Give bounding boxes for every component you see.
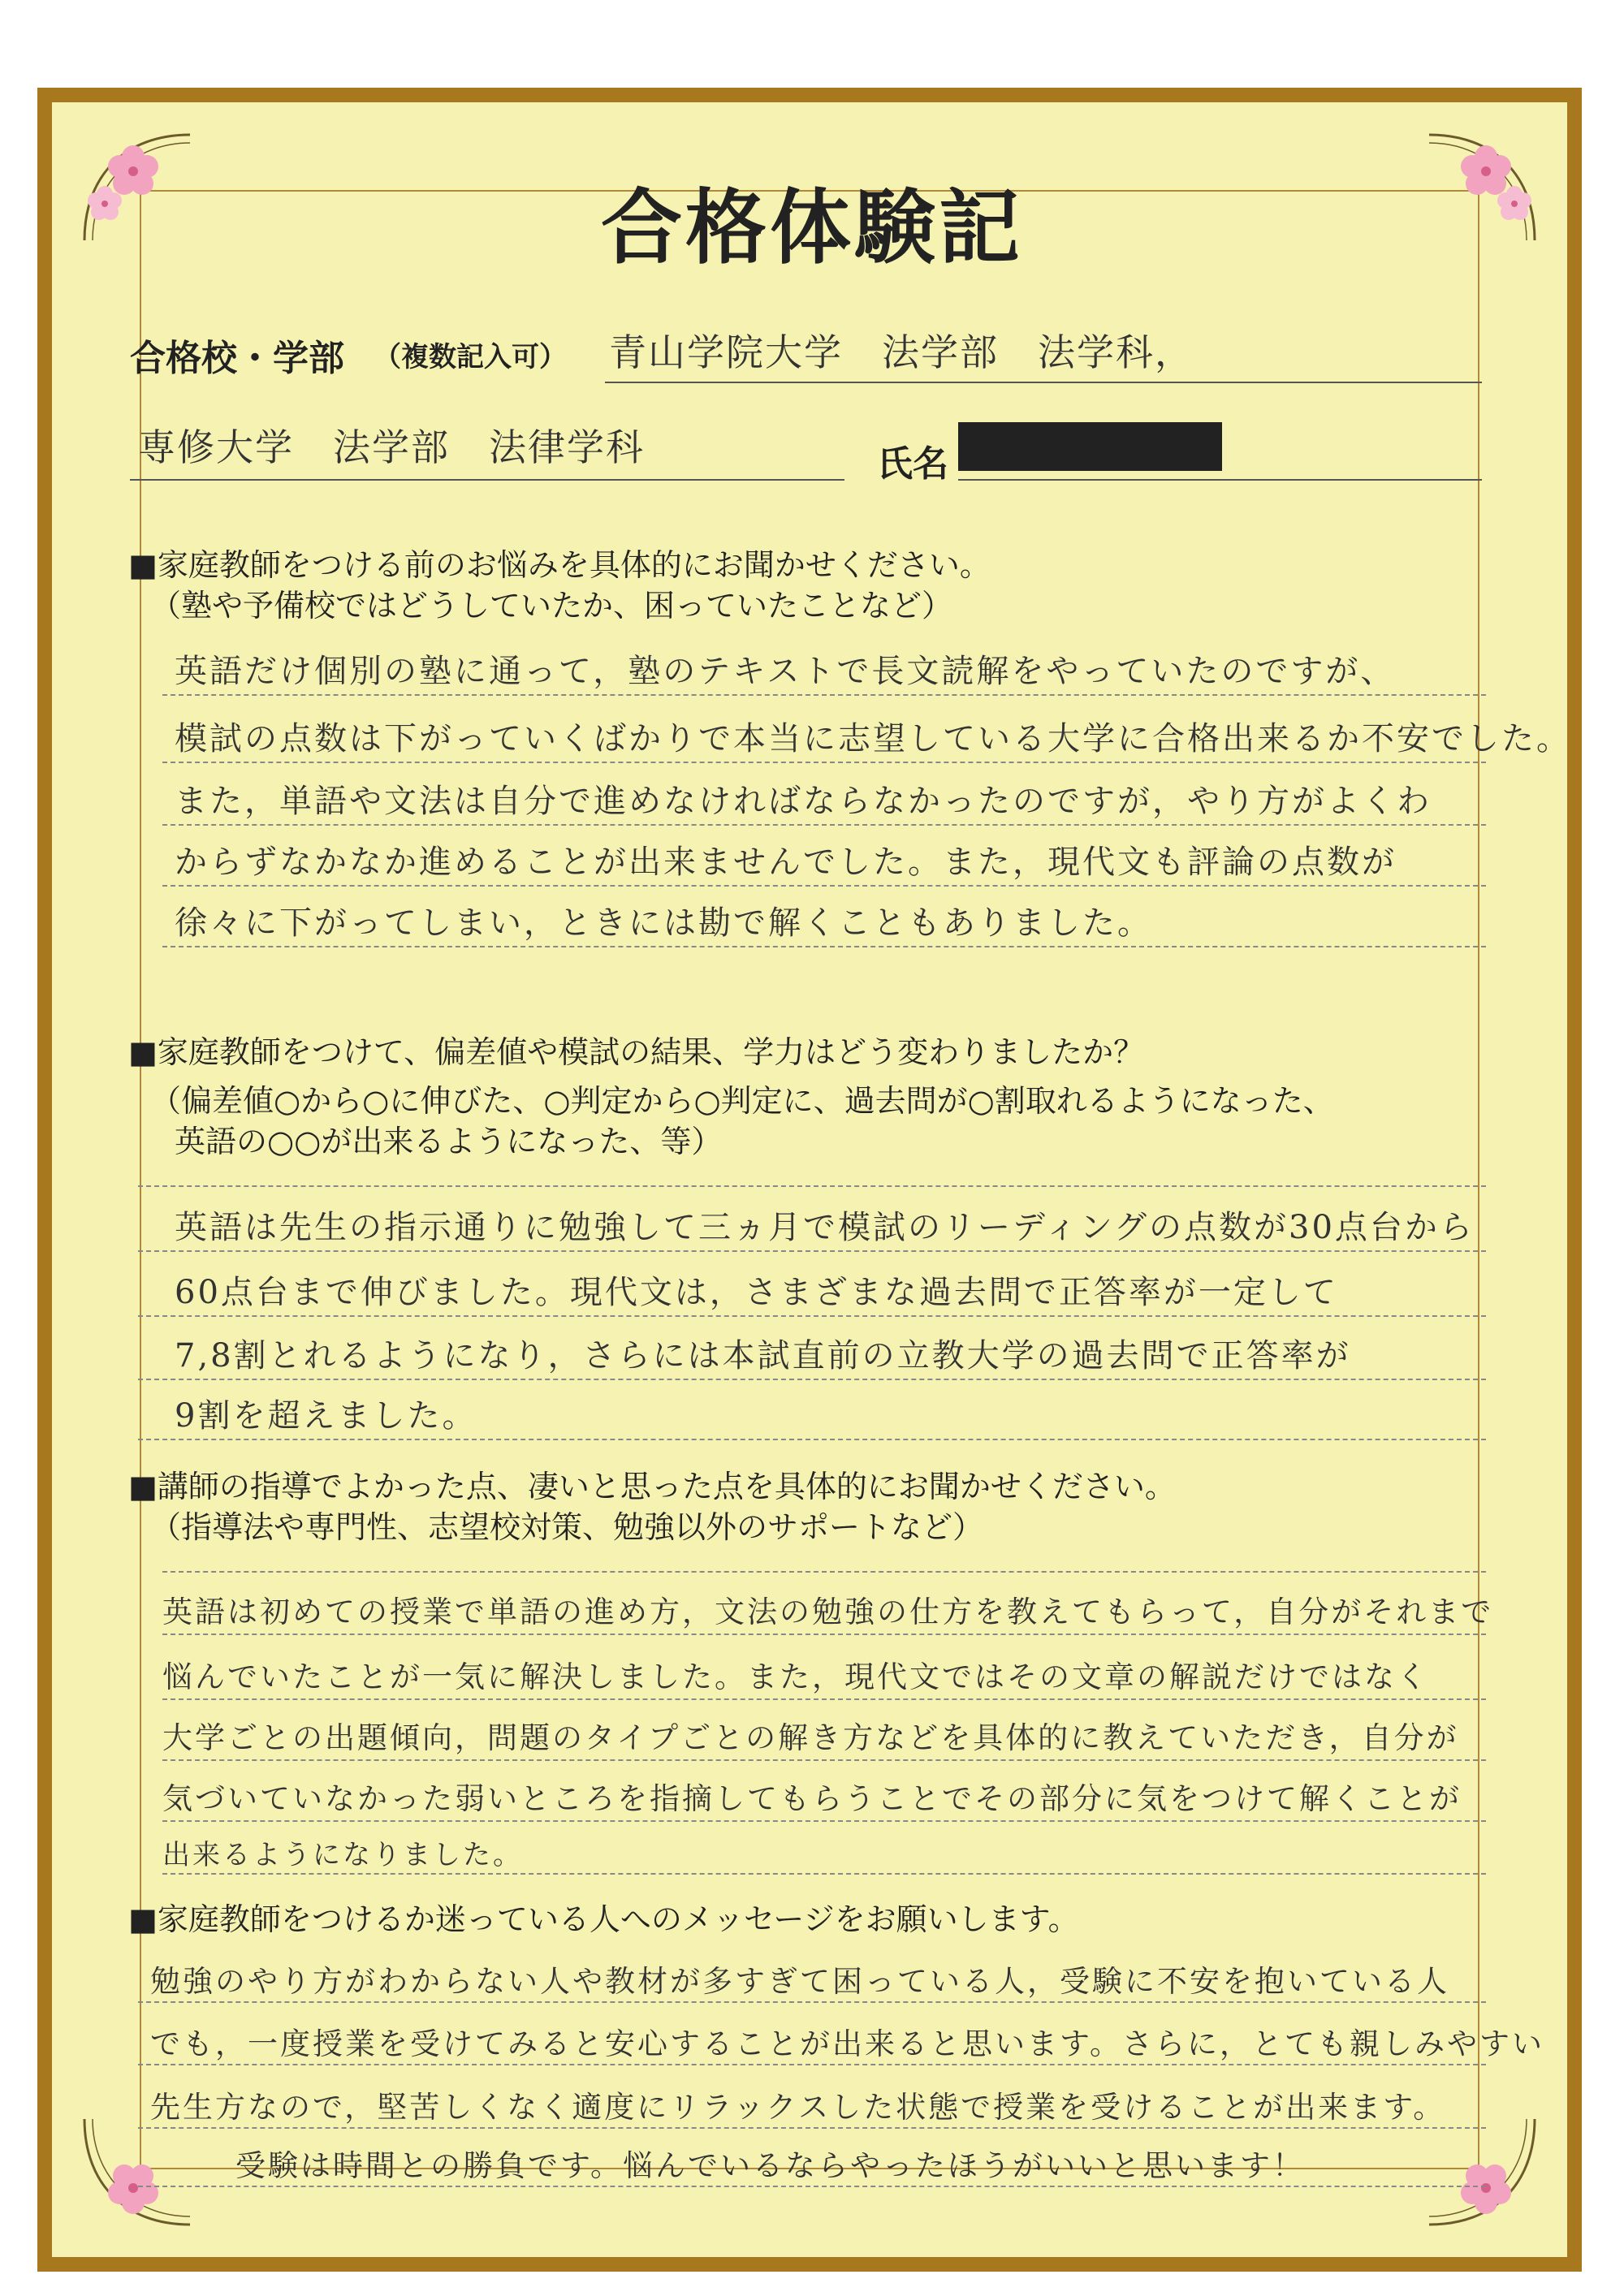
- q1-answer-5: 徐々に下がってしまい，ときには勘で解くこともありました。: [175, 904, 1152, 942]
- cherry-blossom-icon: [76, 2111, 198, 2233]
- page-title: 合格体験記: [601, 179, 1023, 275]
- q1-sub: （塾や予備校ではどうしていたか、困っていたことなど）: [150, 588, 953, 624]
- answer-line: [138, 1315, 1486, 1317]
- answer-line: [138, 2001, 1486, 2003]
- schools-line-2: 専修大学 法学部 法律学科: [138, 425, 645, 469]
- certificate-frame: [37, 88, 1582, 2272]
- school-rule-2: [130, 479, 844, 481]
- q2-answer-3: 7,8割とれるようになり，さらには本試直前の立教大学の過去問で正答率が: [175, 1337, 1351, 1375]
- q1-answer-3: また，単語や文法は自分で進めなければならなかったのですが，やり方がよくわ: [175, 783, 1432, 820]
- answer-line: [138, 1250, 1486, 1252]
- answer-line: [162, 946, 1486, 947]
- redacted-name: [958, 422, 1222, 471]
- school-label: 合格校・学部: [130, 338, 344, 379]
- q2-answer-4: 9割を超えました。: [175, 1397, 477, 1435]
- name-rule: [958, 479, 1482, 481]
- q4-answer-1: 勉強のやり方がわからない人や教材が多すぎて困っている人，受験に不安を抱いている人: [150, 1964, 1449, 1999]
- answer-line: [162, 1873, 1486, 1875]
- q2-answer-1: 英語は先生の指示通りに勉強して三ヵ月で模試のリーディングの点数が30点台から: [175, 1209, 1475, 1246]
- q1-answer-1: 英語だけ個別の塾に通って，塾のテキストで長文読解をやっていたのですが、: [175, 653, 1396, 690]
- answer-line: [162, 1571, 1486, 1573]
- answer-line: [162, 762, 1486, 763]
- answer-line: [138, 1185, 1486, 1187]
- name-label: 氏名: [877, 443, 948, 485]
- answer-line: [162, 694, 1486, 696]
- q1-heading: ■家庭教師をつける前のお悩みを具体的にお聞かせください。: [128, 547, 991, 583]
- answer-line: [162, 1634, 1486, 1635]
- answer-line: [162, 885, 1486, 887]
- q2-sub-2: 英語の○○が出来るようになった、等）: [175, 1124, 723, 1159]
- q3-answer-1: 英語は初めての授業で単語の進め方，文法の勉強の仕方を教えてもらって，自分がそれまで: [162, 1595, 1494, 1629]
- q2-answer-2: 60点台まで伸びました。現代文は，さまざまな過去問で正答率が一定して: [175, 1274, 1338, 1311]
- answer-line: [162, 1759, 1486, 1761]
- q3-answer-3: 大学ごとの出題傾向，問題のタイプごとの解き方などを具体的に教えていただき，自分が: [162, 1720, 1459, 1755]
- q2-heading: ■家庭教師をつけて、偏差値や模試の結果、学力はどう変わりましたか？: [128, 1034, 1145, 1070]
- q3-heading: ■講師の指導でよかった点、凄いと思った点を具体的にお聞かせください。: [128, 1469, 1176, 1504]
- answer-line: [138, 2064, 1486, 2065]
- q2-sub-1: （偏差値○から○に伸びた、○判定から○判定に、過去問が○割取れるようになった、: [150, 1083, 1334, 1119]
- q1-answer-2: 模試の点数は下がっていくばかりで本当に志望している大学に合格出来るか不安でした。: [175, 720, 1571, 757]
- q3-sub: （指導法や専門性、志望校対策、勉強以外のサポートなど）: [150, 1509, 984, 1545]
- q1-answer-4: からずなかなか進めることが出来ませんでした。また，現代文も評論の点数が: [175, 844, 1397, 881]
- q3-answer-4: 気づいていなかった弱いところを指摘してもらうことでその部分に気をつけて解くことが: [162, 1781, 1462, 1816]
- q3-answer-2: 悩んでいたことが一気に解決しました。また，現代文ではその文章の解説だけではなく: [162, 1659, 1429, 1694]
- q4-answer-2: でも，一度授業を受けてみると安心することが出来ると思います。さらに，とても親しみやすい: [150, 2026, 1545, 2061]
- schools-line-1: 青山学院大学 法学部 法学科，: [609, 330, 1194, 374]
- q4-heading: ■家庭教師をつけるか迷っている人へのメッセージをお願いします。: [128, 1901, 1079, 1937]
- answer-line: [162, 1698, 1486, 1700]
- school-rule-1: [605, 382, 1482, 383]
- answer-line: [138, 2186, 1486, 2187]
- q3-answer-5: 出来るようになりました。: [162, 1839, 523, 1871]
- answer-line: [138, 2127, 1486, 2129]
- answer-line: [138, 1379, 1486, 1380]
- answer-line: [162, 1820, 1486, 1822]
- answer-line: [162, 824, 1486, 826]
- answer-line: [138, 1439, 1486, 1440]
- q4-answer-4: 受験は時間との勝負です。悩んでいるならやったほうがいいと思います！: [235, 2148, 1306, 2183]
- cherry-blossom-icon: [1421, 2111, 1543, 2233]
- school-label-note: （複数記入可）: [374, 341, 567, 373]
- q4-answer-3: 先生方なので，堅苦しくなく適度にリラックスした状態で授業を受けることが出来ます。: [150, 2090, 1446, 2125]
